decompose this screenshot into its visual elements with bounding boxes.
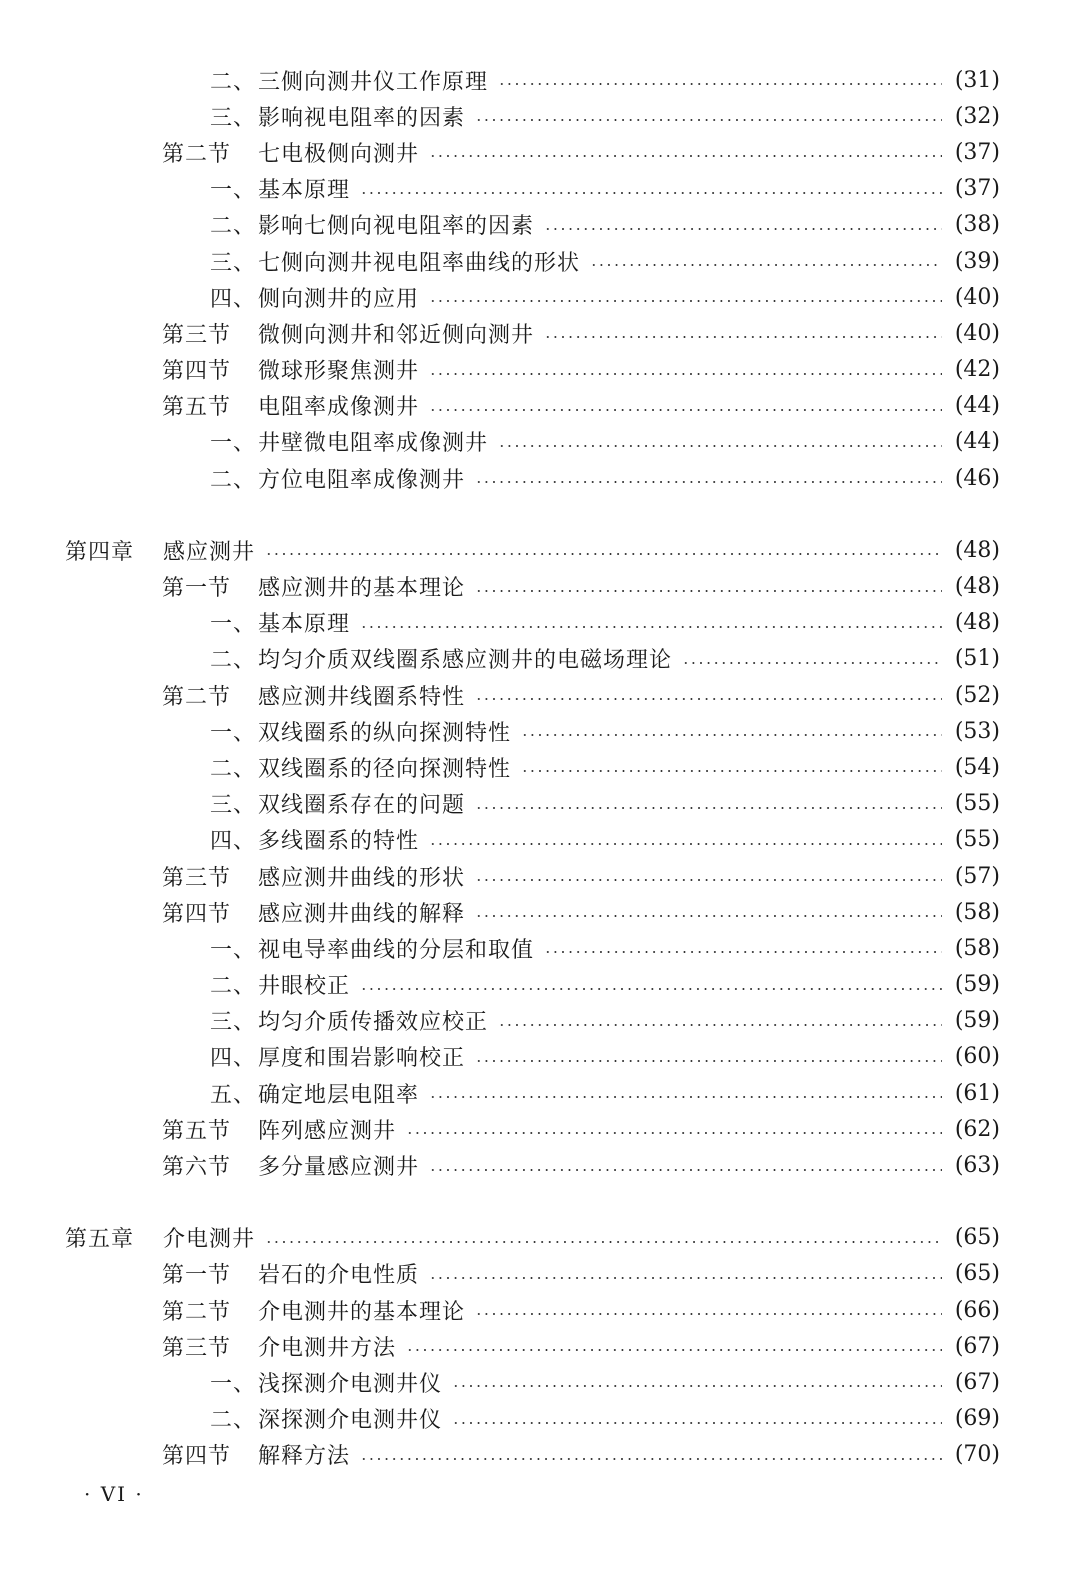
toc-entry-title: 微球形聚焦测井 [258,359,420,385]
toc-entry-number: 四、 [210,829,257,855]
toc-entry-title: 感应测井的基本理论 [258,576,466,602]
toc-entry-page-number: (67) [954,1369,1000,1395]
toc-entry-page-number: (42) [954,357,1000,383]
toc-entry-title: 双线圈系的纵向探测特性 [258,720,512,746]
toc-entry-title: 感应测井 [163,539,256,565]
dot-leader [429,372,942,376]
toc-entry-section [0,1111,1080,1147]
toc-entry-number: 第五节 [162,395,232,421]
toc-entry-title: 感应测井线圈系特性 [258,684,466,710]
page-folio: · VI · [84,1482,144,1506]
toc-entry-number: 三、 [210,105,257,131]
toc-entry-number: 二、 [210,756,257,782]
toc-entry-item [0,641,1080,677]
toc-entry-item [0,1003,1080,1039]
dot-leader [590,263,942,267]
toc-entry-number: 一、 [210,431,257,457]
toc-entry-item [0,605,1080,641]
dot-leader [360,1457,942,1461]
toc-entry-title: 七侧向测井视电阻率曲线的形状 [258,250,581,276]
dot-leader [498,82,942,86]
toc-entry-number: 一、 [210,937,257,963]
toc-entry-section [0,858,1080,894]
toc-entry-title: 影响七侧向视电阻率的因素 [258,214,535,240]
dot-leader [360,191,942,195]
toc-entry-section [0,1256,1080,1292]
toc-entry-title: 均匀介质传播效应校正 [258,1010,489,1036]
toc-entry-number: 第一节 [162,576,232,602]
toc-entry-item [0,207,1080,243]
toc-entry-number: 第二节 [162,141,232,167]
toc-entry-page-number: (48) [954,574,1000,600]
toc-entry-title: 均匀介质双线圈系感应测井的电磁场理论 [258,648,673,674]
toc-entry-number: 第二节 [162,684,232,710]
toc-entry-section [0,1292,1080,1328]
dot-leader [429,408,942,412]
toc-entry-section [0,134,1080,170]
toc-entry-title: 井壁微电阻率成像测井 [258,431,489,457]
toc-entry-section [0,568,1080,604]
toc-entry-title: 双线圈系存在的问题 [258,793,466,819]
toc-entry-page-number: (54) [954,754,1000,780]
dot-leader [475,589,942,593]
toc-entry-page-number: (60) [954,1044,1000,1070]
toc-entry-number: 第六节 [162,1155,232,1181]
toc-entry-title: 确定地层电阻率 [258,1082,420,1108]
toc-entry-number: 五、 [210,1082,257,1108]
dot-leader [475,1312,942,1316]
dot-leader [521,733,942,737]
dot-leader [544,950,942,954]
toc-entry-item [0,424,1080,460]
toc-entry-title: 三侧向测井仪工作原理 [258,69,489,95]
toc-entry-number: 二、 [210,974,257,1000]
toc-entry-title: 微侧向测井和邻近侧向测井 [258,322,535,348]
dot-leader [475,697,942,701]
toc-entry-page-number: (52) [954,682,1000,708]
toc-entry-title: 井眼校正 [258,974,351,1000]
dot-leader [475,806,942,810]
dot-leader [521,769,942,773]
dot-leader [475,914,942,918]
toc-entry-page-number: (59) [954,972,1000,998]
dot-leader [429,1276,942,1280]
toc-entry-item [0,822,1080,858]
toc-entry-page-number: (59) [954,1008,1000,1034]
toc-entry-number: 三、 [210,250,257,276]
toc-entry-number: 第五节 [162,1118,232,1144]
toc-entry-item [0,171,1080,207]
toc-entry-item [0,1364,1080,1400]
toc-entry-title: 浅探测介电测井仪 [258,1371,443,1397]
toc-entry-section [0,1328,1080,1364]
toc-entry-number: 三、 [210,793,257,819]
dot-leader [360,987,942,991]
toc-entry-item [0,1401,1080,1437]
toc-entry-page-number: (65) [954,1261,1000,1287]
toc-entry-chapter [0,532,1080,568]
toc-entry-page-number: (65) [954,1225,1000,1251]
toc-entry-item [0,749,1080,785]
toc-entry-section [0,1147,1080,1183]
table-of-contents [0,62,1080,1473]
dot-leader [265,1240,942,1244]
toc-entry-number: 二、 [210,648,257,674]
toc-entry-page-number: (51) [954,646,1000,672]
toc-entry-title: 基本原理 [258,178,351,204]
toc-entry-page-number: (62) [954,1116,1000,1142]
dot-leader [429,1168,942,1172]
toc-entry-section [0,1437,1080,1473]
toc-entry-number: 第五章 [65,1227,135,1253]
toc-entry-title: 多分量感应测井 [258,1155,420,1181]
toc-entry-number: 第二节 [162,1299,232,1325]
toc-entry-item [0,967,1080,1003]
toc-entry-number: 第四节 [162,1444,232,1470]
dot-leader [452,1421,942,1425]
toc-entry-section [0,315,1080,351]
dot-leader [544,227,942,231]
dot-leader [475,878,942,882]
toc-entry-title: 介电测井 [163,1227,256,1253]
toc-entry-item [0,930,1080,966]
toc-entry-page-number: (38) [954,212,1000,238]
toc-entry-page-number: (53) [954,718,1000,744]
toc-entry-page-number: (61) [954,1080,1000,1106]
toc-entry-title: 深探测介电测井仪 [258,1408,443,1434]
toc-entry-page-number: (58) [954,899,1000,925]
toc-entry-page-number: (55) [954,791,1000,817]
toc-entry-title: 七电极侧向测井 [258,141,420,167]
toc-entry-page-number: (37) [954,139,1000,165]
toc-entry-number: 一、 [210,612,257,638]
toc-entry-page-number: (44) [954,429,1000,455]
toc-entry-page-number: (40) [954,320,1000,346]
dot-leader [682,661,942,665]
dot-leader [475,480,942,484]
toc-entry-page-number: (69) [954,1406,1000,1432]
toc-entry-page-number: (44) [954,393,1000,419]
toc-entry-number: 四、 [210,286,257,312]
toc-entry-title: 解释方法 [258,1444,351,1470]
dot-leader [360,625,942,629]
toc-entry-title: 电阻率成像测井 [258,395,420,421]
toc-entry-item [0,62,1080,98]
dot-leader [498,1023,942,1027]
toc-entry-number: 四、 [210,1046,257,1072]
toc-entry-title: 方位电阻率成像测井 [258,467,466,493]
toc-entry-title: 影响视电阻率的因素 [258,105,466,131]
toc-entry-title: 视电导率曲线的分层和取值 [258,937,535,963]
toc-entry-number: 第四章 [65,539,135,565]
toc-entry-page-number: (70) [954,1442,1000,1468]
toc-entry-item [0,786,1080,822]
toc-entry-number: 第一节 [162,1263,232,1289]
toc-entry-item [0,243,1080,279]
toc-entry-number: 第三节 [162,322,232,348]
toc-entry-item [0,713,1080,749]
toc-entry-number: 二、 [210,467,257,493]
dot-leader [406,1131,942,1135]
toc-entry-number: 三、 [210,1010,257,1036]
dot-leader [429,299,942,303]
toc-entry-title: 厚度和围岩影响校正 [258,1046,466,1072]
toc-entry-item [0,98,1080,134]
toc-entry-title: 侧向测井的应用 [258,286,420,312]
toc-entry-number: 第四节 [162,901,232,927]
dot-leader [429,154,942,158]
dot-leader [406,1348,942,1352]
toc-entry-item [0,279,1080,315]
dot-leader [452,1384,942,1388]
toc-entry-title: 基本原理 [258,612,351,638]
dot-leader [265,552,942,556]
dot-leader [475,118,942,122]
toc-entry-number: 第三节 [162,1335,232,1361]
toc-entry-title: 多线圈系的特性 [258,829,420,855]
toc-entry-page-number: (57) [954,863,1000,889]
toc-entry-number: 第三节 [162,865,232,891]
toc-entry-title: 感应测井曲线的解释 [258,901,466,927]
toc-entry-chapter [0,1220,1080,1256]
toc-entry-item [0,1075,1080,1111]
toc-entry-section [0,388,1080,424]
toc-entry-page-number: (58) [954,935,1000,961]
toc-entry-page-number: (37) [954,176,1000,202]
toc-entry-page-number: (67) [954,1333,1000,1359]
dot-leader [498,444,942,448]
toc-entry-number: 二、 [210,1408,257,1434]
toc-entry-page-number: (32) [954,103,1000,129]
toc-entry-section [0,677,1080,713]
toc-entry-title: 阵列感应测井 [258,1118,397,1144]
toc-entry-page-number: (55) [954,827,1000,853]
toc-entry-page-number: (48) [954,537,1000,563]
toc-entry-page-number: (63) [954,1153,1000,1179]
toc-entry-section [0,894,1080,930]
toc-entry-number: 一、 [210,178,257,204]
toc-entry-number: 一、 [210,720,257,746]
dot-leader [475,1059,942,1063]
toc-entry-page-number: (46) [954,465,1000,491]
toc-entry-number: 第四节 [162,359,232,385]
toc-entry-item [0,460,1080,496]
toc-entry-title: 感应测井曲线的形状 [258,865,466,891]
toc-entry-page-number: (39) [954,248,1000,274]
dot-leader [429,1095,942,1099]
toc-entry-number: 二、 [210,214,257,240]
toc-entry-number: 二、 [210,69,257,95]
toc-entry-page-number: (66) [954,1297,1000,1323]
toc-entry-title: 双线圈系的径向探测特性 [258,756,512,782]
toc-entry-page-number: (40) [954,284,1000,310]
toc-entry-title: 岩石的介电性质 [258,1263,420,1289]
toc-entry-title: 介电测井的基本理论 [258,1299,466,1325]
toc-entry-item [0,1039,1080,1075]
dot-leader [429,842,942,846]
dot-leader [544,335,942,339]
toc-entry-title: 介电测井方法 [258,1335,397,1361]
toc-entry-number: 一、 [210,1371,257,1397]
toc-entry-section [0,352,1080,388]
toc-entry-page-number: (48) [954,610,1000,636]
toc-entry-page-number: (31) [954,67,1000,93]
